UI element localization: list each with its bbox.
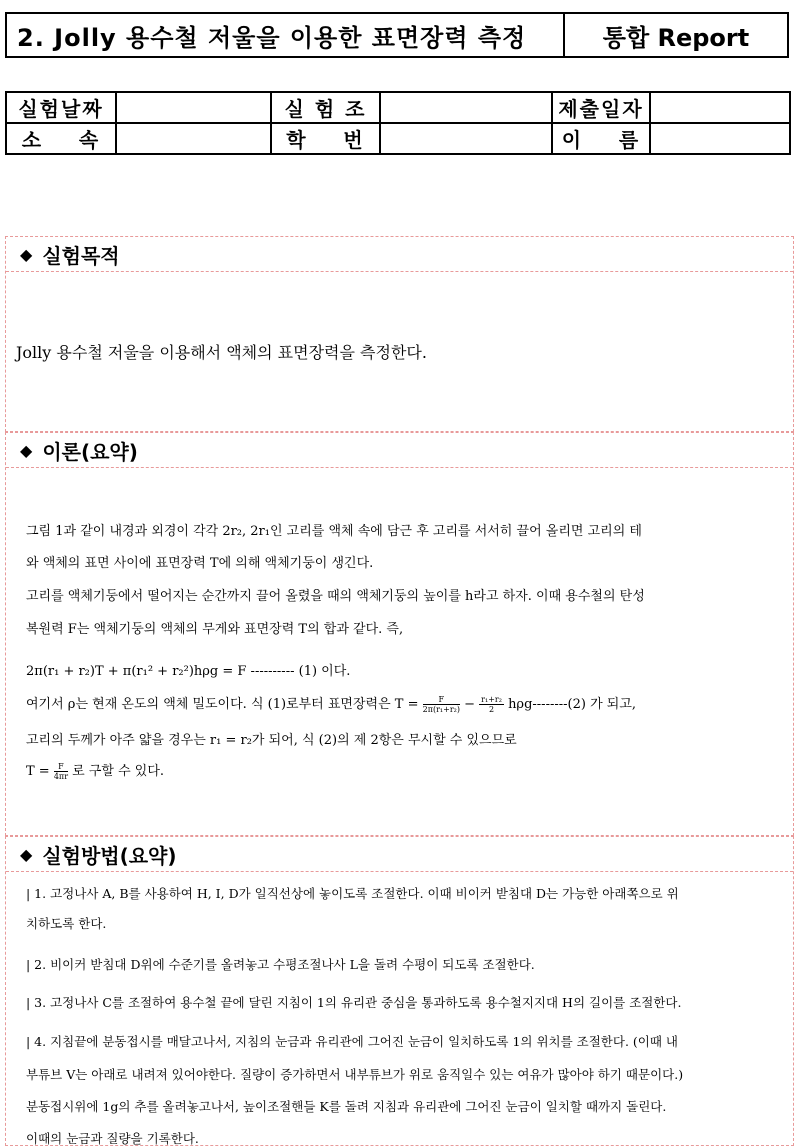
equation-2-suffix: hρg--------(2) 가 되고,: [508, 697, 637, 712]
diamond-bullet-icon: ◆: [20, 244, 33, 264]
theory-line: 그림 1과 같이 내경과 외경이 각각 2r₂, 2r₁인 고리를 액체 속에 담근 후 고리를 서서히 끌어 올리면 고리의 테: [26, 524, 642, 539]
student-id-value-cell[interactable]: [380, 123, 552, 154]
report-type: 통합 Report: [602, 23, 750, 52]
fraction-denominator: 2π(r₁+r₂): [422, 705, 460, 714]
purpose-section: [5, 236, 794, 432]
submit-date-value-cell[interactable]: [650, 92, 790, 123]
method-step-1: | 1. 고정나사 A, B를 사용하여 H, I, D가 일직선상에 놓이도록 조절한다. 이때 비이커 받침대 D는 가능한 아래쪽으로 위: [26, 886, 679, 901]
method-step-3: | 3. 고정나사 C를 조절하여 용수철 끝에 달린 지침이 1의 유리관 중심을 통과하도록 용수철지지대 H의 길이를 조절한다.: [26, 995, 682, 1010]
dept-label: 소 속: [6, 123, 116, 154]
fraction-denominator: 2: [488, 705, 495, 714]
minus-sign: −: [464, 697, 476, 712]
dept-value-cell[interactable]: [116, 123, 271, 154]
method-step-4-cont: 이때의 눈금과 질량을 기록한다.: [26, 1131, 199, 1146]
purpose-heading-text: 실험목적: [42, 243, 120, 268]
theory-heading: [6, 433, 793, 468]
report-title-bar: [5, 12, 789, 58]
diamond-bullet-icon: ◆: [20, 844, 33, 864]
equation-1: 2π(r₁ + r₂)T + π(r₁² + r₂²)hρg = F ---------- (1) 이다.: [26, 664, 351, 679]
method-heading: [6, 837, 793, 872]
info-row: [6, 92, 790, 123]
purpose-text: Jolly 용수철 저울을 이용해서 액체의 표면장력을 측정한다.: [16, 343, 427, 362]
fraction: [54, 762, 68, 781]
group-value-cell[interactable]: [380, 92, 552, 123]
report-title: 2. Jolly 용수철 저울을 이용한 표면장력 측정: [7, 14, 565, 56]
method-step-2: | 2. 비이커 받침대 D위에 수준기를 올려놓고 수평조절나사 L을 돌려 수평이 되도록 조절한다.: [26, 957, 535, 972]
purpose-heading: [6, 237, 793, 272]
submit-date-label: 제출일자: [552, 92, 650, 123]
equation-3-suffix: 로 구할 수 있다.: [72, 764, 165, 779]
method-step-4-cont: 분동접시위에 1g의 추를 올려놓고나서, 높이조절핸들 K를 돌려 지침과 유리관에 그어진 눈금이 일치할 때까지 돌린다.: [26, 1099, 667, 1114]
equation-2-prefix: 여기서 ρ는 현재 온도의 액체 밀도이다. 식 (1)로부터 표면장력은 T =: [26, 697, 419, 712]
group-label: 실 험 조: [271, 92, 380, 123]
theory-line: 고리를 액체기둥에서 떨어지는 순간까지 끌어 올렸을 때의 액체기둥의 높이를 h라고 하자. 이때 용수철의 탄성: [26, 589, 645, 604]
info-table: [5, 91, 791, 155]
theory-line: 와 액체의 표면 사이에 표면장력 T에 의해 액체기둥이 생긴다.: [26, 556, 374, 571]
theory-section: [5, 432, 794, 836]
student-id-label: 학 번: [271, 123, 380, 154]
equation-3-line: [26, 762, 164, 781]
fraction-numerator: F: [54, 762, 68, 772]
fraction-numerator: r₁+r₂: [481, 695, 502, 704]
theory-line: 고리의 두께가 아주 얇을 경우는 r₁ = r₂가 되어, 식 (2)의 제 2항은 무시할 수 있으므로: [26, 733, 517, 748]
method-step-1-cont: 치하도록 한다.: [26, 916, 107, 931]
theory-heading-text: 이론(요약): [42, 439, 138, 464]
diamond-bullet-icon: ◆: [20, 440, 33, 460]
equation-2-line: [26, 695, 636, 714]
fraction: [479, 695, 504, 714]
method-step-4: | 4. 지침끝에 분동접시를 매달고나서, 지침의 눈금과 유리관에 그어진 눈금이 일치하도록 1의 위치를 조절한다. (이때 내: [26, 1034, 678, 1049]
name-label: 이 름: [552, 123, 650, 154]
fraction-numerator: F: [423, 695, 460, 705]
info-row: [6, 123, 790, 154]
date-label: 실험날짜: [6, 92, 116, 123]
method-section: [5, 836, 794, 1146]
method-step-4-cont: 부튜브 V는 아래로 내려져 있어야한다. 질량이 증가하면서 내부튜브가 위로 움직일수 있는 여유가 많아야 하기 때문이다.): [26, 1067, 684, 1082]
fraction-denominator: 4πr: [53, 772, 69, 781]
date-value-cell[interactable]: [116, 92, 271, 123]
method-heading-text: 실험방법(요약): [42, 843, 177, 868]
fraction: [423, 695, 460, 714]
equation-3-prefix: T =: [26, 764, 50, 779]
theory-line: 복원력 F는 액체기둥의 액체의 무게와 표면장력 T의 합과 같다. 즉,: [26, 622, 404, 637]
name-value-cell[interactable]: [650, 123, 790, 154]
